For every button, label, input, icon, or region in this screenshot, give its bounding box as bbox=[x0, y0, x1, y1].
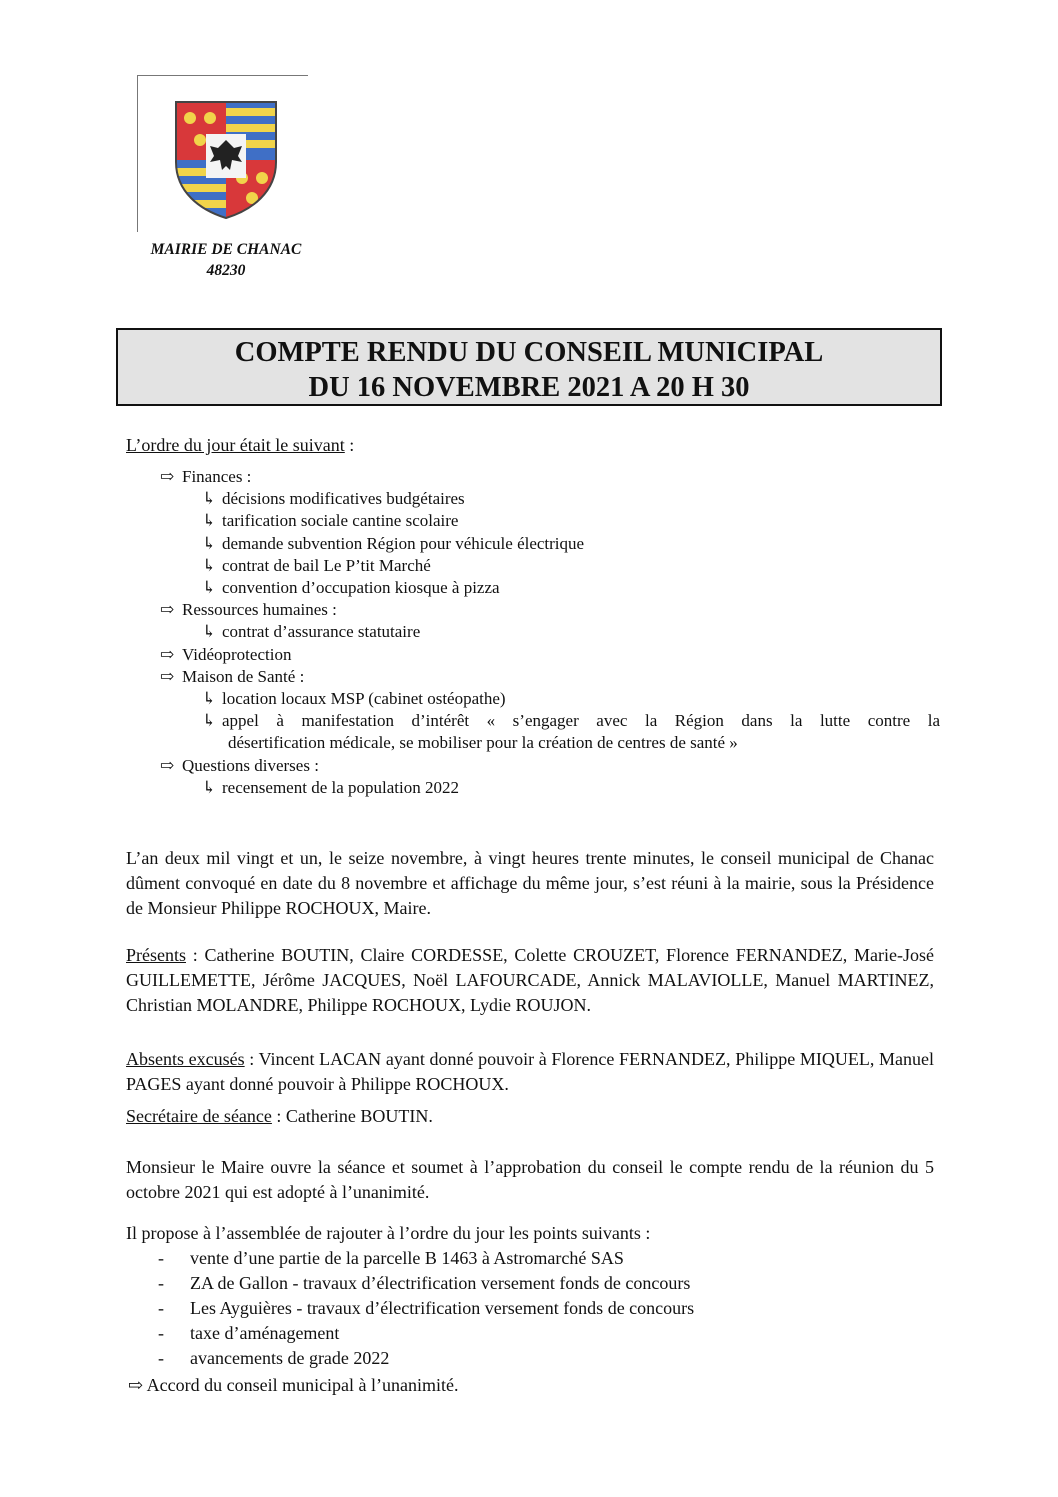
agenda-subitem-label: décisions modificatives budgétaires bbox=[222, 489, 465, 509]
arrow-right-icon: ⇨ bbox=[160, 755, 175, 775]
agenda-item bbox=[160, 666, 940, 688]
agenda-subitem-label: contrat de bail Le P’tit Marché bbox=[222, 555, 431, 575]
agenda-subitem bbox=[160, 777, 940, 799]
agenda-subitem-label: convention d’occupation kiosque à pizza bbox=[222, 578, 500, 598]
agenda-subitem bbox=[160, 710, 940, 732]
agenda-list bbox=[160, 466, 940, 799]
list-item bbox=[158, 1271, 694, 1296]
opening-paragraph: L’an deux mil vingt et un, le seize novembre, à vingt heures trente minutes, le conseil municipal de Chanac dûment convoqué en date du 8 novembre et affichage du même jour, s’est réuni à la mairie, sous la Présidence de Monsieur Philippe ROCHOUX, Maire. bbox=[126, 848, 934, 918]
list-item-label: taxe d’aménagement bbox=[190, 1323, 340, 1343]
agenda-intro-suffix: : bbox=[344, 435, 355, 455]
agenda-intro-label: L’ordre du jour était le suivant bbox=[126, 435, 345, 455]
list-item-label: ZA de Gallon - travaux d’électrification versement fonds de concours bbox=[190, 1273, 691, 1293]
agenda-subitem bbox=[160, 488, 940, 510]
agenda-item-label: Ressources humaines : bbox=[182, 600, 337, 620]
agenda-subitem-label: désertification médicale, se mobiliser pour la création de centres de santé » bbox=[228, 733, 738, 753]
agenda-subitem-label: contrat d’assurance statutaire bbox=[222, 622, 421, 642]
list-item-label: avancements de grade 2022 bbox=[190, 1348, 390, 1368]
agenda-item bbox=[160, 599, 940, 621]
dash-bullet: - bbox=[158, 1248, 164, 1268]
agenda-item bbox=[160, 644, 940, 666]
arrow-right-icon: ⇨ bbox=[160, 467, 175, 486]
agenda-subitem bbox=[160, 688, 940, 710]
secretaire-paragraph bbox=[126, 1104, 934, 1129]
agenda-subitem-label: demande subvention Région pour véhicule électrique bbox=[222, 533, 585, 553]
absents-text: : Vincent LACAN ayant donné pouvoir à Florence FERNANDEZ, Philippe MIQUEL, Manuel PAGES ayant donné pouvoir à Philippe ROCHOUX. bbox=[126, 1049, 934, 1094]
sub-arrow-icon: ↳ bbox=[202, 622, 217, 642]
agenda-item-label: Finances : bbox=[182, 467, 252, 486]
list-item bbox=[158, 1246, 694, 1271]
list-item-label: Les Ayguières - travaux d’électrification versement fonds de concours bbox=[190, 1298, 695, 1318]
absents-paragraph bbox=[126, 1047, 934, 1097]
sub-arrow-icon: ↳ bbox=[202, 489, 217, 509]
approbation-paragraph: Monsieur le Maire ouvre la séance et soumet à l’approbation du conseil le compte rendu de la réunion du 5 octobre 2021 qui est adopté à l’unanimité. bbox=[126, 1157, 934, 1202]
agenda-item-label: Maison de Santé : bbox=[182, 666, 305, 686]
secretaire-text: : Catherine BOUTIN. bbox=[271, 1106, 433, 1126]
agenda-subitem-label: location locaux MSP (cabinet ostéopathe) bbox=[222, 689, 506, 709]
mairie-postcode: 48230 bbox=[206, 262, 246, 279]
dash-bullet: - bbox=[158, 1273, 164, 1293]
agenda-subitem bbox=[160, 533, 940, 555]
agenda-subitem bbox=[160, 621, 940, 643]
title-line-1: COMPTE RENDU DU CONSEIL MUNICIPAL bbox=[234, 337, 824, 368]
mairie-header bbox=[136, 239, 316, 281]
agenda-subitem bbox=[160, 555, 940, 577]
agenda-intro bbox=[126, 434, 354, 456]
dash-bullet: - bbox=[158, 1298, 164, 1318]
sub-arrow-icon: ↳ bbox=[202, 533, 217, 553]
agenda-subitem-continuation bbox=[160, 732, 940, 754]
sub-arrow-icon: ↳ bbox=[202, 578, 217, 598]
dash-bullet: - bbox=[158, 1348, 164, 1368]
arrow-right-icon: ⇨ bbox=[160, 644, 175, 664]
accord-text: Accord du conseil municipal à l’unanimité. bbox=[146, 1375, 459, 1395]
accord-line bbox=[128, 1373, 459, 1398]
agenda-item bbox=[160, 755, 940, 777]
presents-text: : Catherine BOUTIN, Claire CORDESSE, Colette CROUZET, Florence FERNANDEZ, Marie-José GUILLEMETTE, Jérôme JACQUES, Noël LAFOURCADE, Annick MALAVIOLLE, Manuel MARTINEZ, Christian MOLANDRE, Philippe ROCHOUX, Lydie ROUJON. bbox=[126, 945, 934, 1015]
title-line-2: DU 16 NOVEMBRE 2021 A 20 H 30 bbox=[308, 372, 750, 403]
sub-arrow-icon: ↳ bbox=[202, 777, 217, 797]
dash-bullet: - bbox=[158, 1323, 164, 1343]
list-item bbox=[158, 1346, 694, 1371]
agenda-item-label: Questions diverses : bbox=[182, 755, 319, 775]
arrow-right-icon: ⇨ bbox=[160, 600, 175, 620]
agenda-subitem-label: recensement de la population 2022 bbox=[222, 777, 459, 797]
agenda-subitem bbox=[160, 577, 940, 599]
sub-arrow-icon: ↳ bbox=[202, 689, 217, 709]
sub-arrow-icon: ↳ bbox=[202, 511, 217, 531]
absents-label: Absents excusés bbox=[126, 1049, 245, 1069]
agenda-subitem-label: tarification sociale cantine scolaire bbox=[222, 511, 459, 531]
propose-paragraph: Il propose à l’assemblée de rajouter à l’ordre du jour les points suivants : bbox=[126, 1223, 651, 1243]
sub-arrow-icon: ↳ bbox=[202, 555, 217, 575]
agenda-item bbox=[160, 466, 940, 488]
coat-of-arms-logo bbox=[174, 100, 278, 220]
secretaire-label: Secrétaire de séance bbox=[126, 1106, 272, 1126]
document-title bbox=[116, 328, 942, 406]
presents-paragraph bbox=[126, 943, 934, 1018]
agenda-item-label: Vidéoprotection bbox=[182, 644, 292, 664]
added-points-list bbox=[158, 1246, 694, 1371]
arrow-right-icon: ⇨ bbox=[128, 1375, 144, 1395]
list-item-label: vente d’une partie de la parcelle B 1463 à Astromarché SAS bbox=[190, 1248, 624, 1268]
sub-arrow-icon: ↳ bbox=[202, 711, 217, 731]
list-item bbox=[158, 1296, 694, 1321]
list-item bbox=[158, 1321, 694, 1346]
agenda-subitem bbox=[160, 510, 940, 532]
mairie-name: MAIRIE DE CHANAC bbox=[150, 241, 302, 258]
agenda-subitem-label: appel à manifestation d’intérêt « s’engager avec la Région dans la lutte contre la bbox=[222, 711, 940, 731]
presents-label: Présents bbox=[126, 945, 186, 965]
arrow-right-icon: ⇨ bbox=[160, 666, 175, 686]
